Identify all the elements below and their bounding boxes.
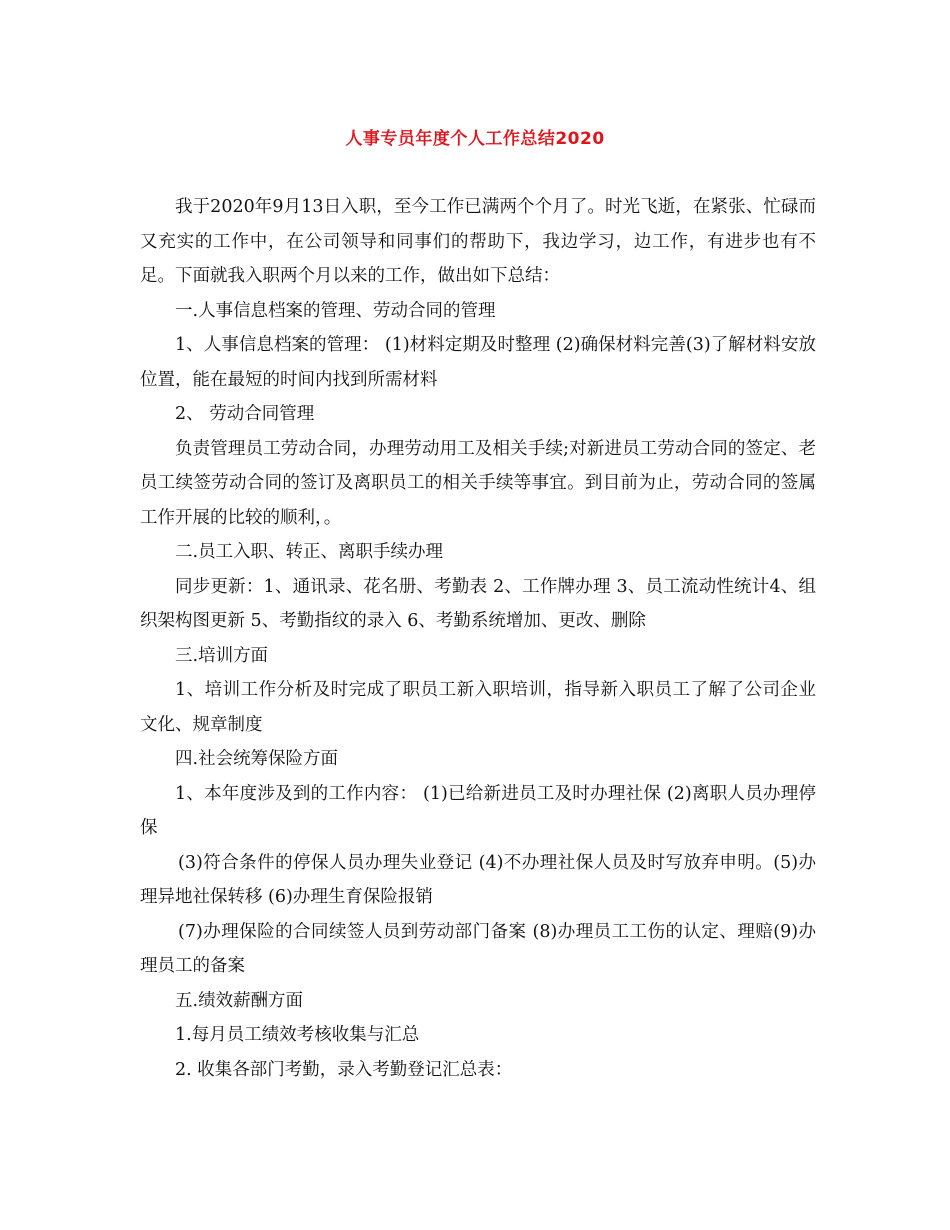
paragraph: (3)符合条件的停保人员办理失业登记 (4)不办理社保人员及时写放弃申明。(5)办理异地社保转移 (6)办理生育保险报销 xyxy=(140,852,816,907)
paragraph: 2. 收集各部门考勤，录入考勤登记汇总表： xyxy=(175,1059,513,1080)
paragraph: 1、人事信息档案的管理： (1)材料定期及时整理 (2)确保材料完善(3)了解材料安放位置，能在最短的时间内找到所需材料 xyxy=(140,335,816,390)
section-heading-4: 四.社会统筹保险方面 xyxy=(175,749,339,769)
paragraph: 1、培训工作分析及时完成了职员工新入职培训，指导新入职员工了解了公司企业文化、规章制度 xyxy=(140,680,816,735)
section-heading-1: 一.人事信息档案的管理、劳动合同的管理 xyxy=(175,300,496,321)
paragraph: 1、本年度涉及到的工作内容： (1)已给新进员工及时办理社保 (2)离职人员办理停保 xyxy=(140,783,816,838)
paragraph: 2、 劳动合同管理 xyxy=(175,404,315,424)
section-heading-5: 五.绩效薪酬方面 xyxy=(175,990,304,1011)
paragraph: 1.每月员工绩效考核收集与汇总 xyxy=(175,1025,420,1045)
document-body xyxy=(140,190,816,1087)
document-title: 人事专员年度个人工作总结2020 xyxy=(345,129,605,149)
intro-paragraph: 我于2020年9月13日入职，至今工作已满两个个月了。时光飞逝，在紧张、忙碌而又充实的工作中，在公司领导和同事们的帮助下，我边学习，边工作，有进步也有不足。下面就我入职两个月以来的工作，做出如下总结： xyxy=(140,197,816,286)
section-heading-2: 二.员工入职、转正、离职手续办理 xyxy=(175,542,444,562)
paragraph: 同步更新：1、通讯录、花名册、考勤表 2、工作牌办理 3、员工流动性统计4、组织架构图更新 5、考勤指纹的录入 6、考勤系统增加、更改、删除 xyxy=(140,576,816,631)
paragraph: 负责管理员工劳动合同，办理劳动用工及相关手续;对新进员工劳动合同的签定、老员工续签劳动合同的签订及离职员工的相关手续等事宜。到目前为止，劳动合同的签属工作开展的比较的顺利，。 xyxy=(140,438,816,528)
section-heading-3: 三.培训方面 xyxy=(175,645,269,666)
paragraph: (7)办理保险的合同续签人员到劳动部门备案 (8)办理员工工伤的认定、理赔(9)办理员工的备案 xyxy=(140,921,816,976)
